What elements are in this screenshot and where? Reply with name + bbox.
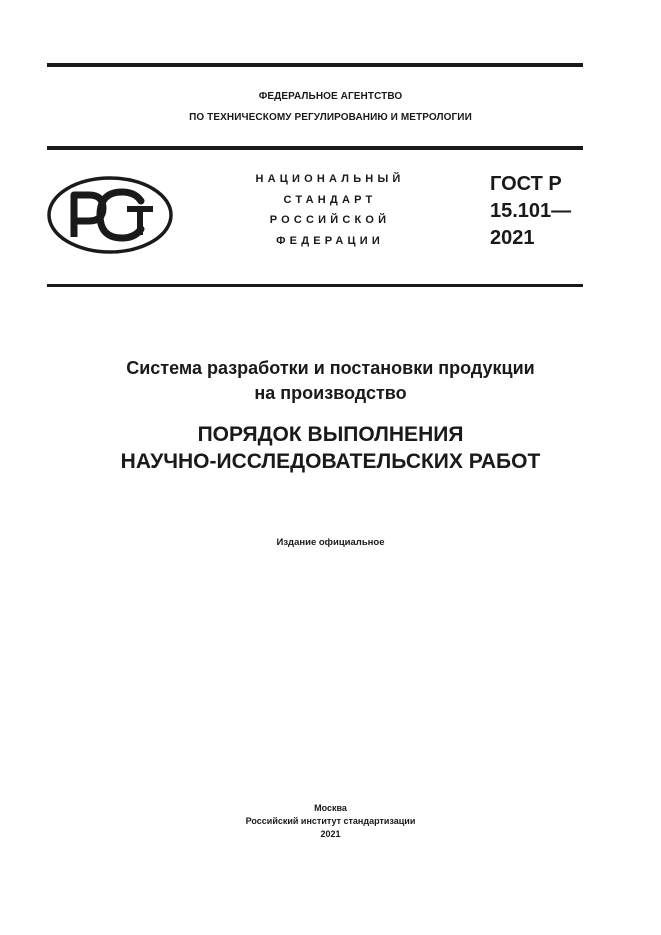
standard-designation-line-3: 2021 bbox=[490, 227, 535, 249]
national-standard-line-1: НАЦИОНАЛЬНЫЙ bbox=[255, 173, 405, 185]
imprint-city: Москва bbox=[314, 803, 347, 813]
imprint-year: 2021 bbox=[320, 829, 341, 839]
header-bottom-rule bbox=[47, 284, 583, 287]
national-standard-line-2: СТАНДАРТ bbox=[283, 194, 377, 206]
edition-label: Издание официальное bbox=[276, 537, 385, 548]
national-standard-line-4: ФЕДЕРАЦИИ bbox=[276, 235, 384, 247]
agency-name-line-2: ПО ТЕХНИЧЕСКОМУ РЕГУЛИРОВАНИЮ И МЕТРОЛОГИИ bbox=[189, 112, 472, 123]
document-title-line-2: НАУЧНО-ИССЛЕДОВАТЕЛЬСКИХ РАБОТ bbox=[120, 450, 541, 473]
agency-name-line-1: ФЕДЕРАЛЬНОЕ АГЕНТСТВО bbox=[258, 91, 403, 102]
header-top-rule bbox=[47, 146, 583, 150]
national-standard-line-3: РОССИЙСКОЙ bbox=[269, 214, 391, 226]
rst-logo-icon bbox=[45, 175, 175, 255]
top-rule bbox=[47, 63, 583, 67]
imprint-publisher: Российский институт стандартизации bbox=[245, 816, 416, 826]
subject-line-2: на производство bbox=[254, 383, 407, 403]
standard-designation-line-1: ГОСТ Р bbox=[490, 173, 562, 195]
subject-line-1: Система разработки и постановки продукции bbox=[126, 358, 535, 378]
document-title-line-1: ПОРЯДОК ВЫПОЛНЕНИЯ bbox=[197, 423, 464, 446]
standard-designation-line-2: 15.101— bbox=[490, 200, 572, 222]
